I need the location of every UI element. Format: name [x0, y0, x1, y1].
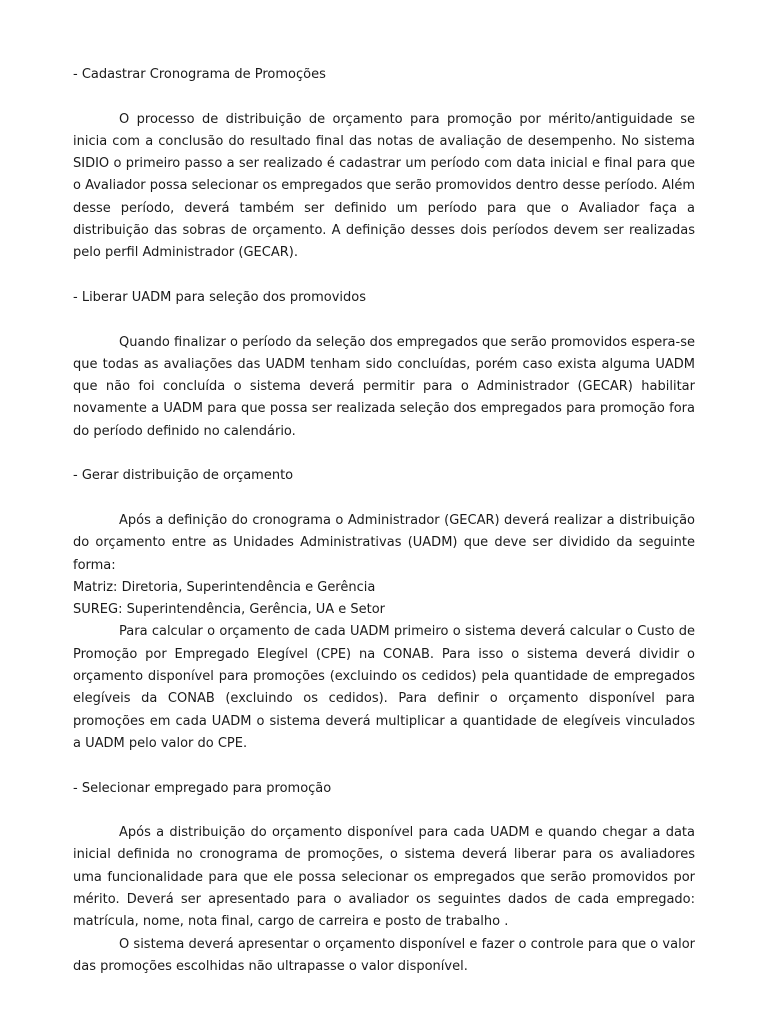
section-paragraph: Após a distribuição do orçamento disponível para cada UADM e quando chegar a data inicial definida no cronograma de promoções, o sistema deverá liberar para os avaliadores uma funcionalidade para que ele possa selecionar os empregados que serão promovidos por mérito. Deverá ser apresentado para o avaliador os seguintes dados de cada empregado: matrícula, nome, nota final, cargo de carreira e posto de trabalho . — [73, 825, 695, 930]
spacer — [73, 800, 695, 822]
section-heading-cadastrar-cronograma: - Cadastrar Cronograma de Promoções — [73, 67, 326, 82]
spacer — [73, 443, 695, 465]
division-line-matriz: Matriz: Diretoria, Superintendência e Gerência — [73, 579, 376, 595]
spacer — [73, 488, 695, 510]
section-paragraph: Após a definição do cronograma o Administrador (GECAR) deverá realizar a distribuição do orçamento entre as Unidades Administrativas (UADM) que deve ser dividido da seguinte forma: — [73, 512, 695, 573]
section-paragraph: O sistema deverá apresentar o orçamento disponível e fazer o controle para que o valor das promoções escolhidas não ultrapasse o valor disponível. — [73, 936, 695, 974]
section-paragraph: O processo de distribuição de orçamento para promoção por mérito/antiguidade se inicia com a conclusão do resultado final das notas de avaliação de desempenho. No sistema SIDIO o primeiro passo a ser realizado é cadastrar um período com data inicial e final para que o Avaliador possa selecionar os empregados que serão promovidos dentro desse período. Além desse período, deverá também ser definido um período para que o Avaliador faça a distribuição das sobras de orçamento. A definição desses dois períodos devem ser realizadas pelo perfil Administrador (GECAR). — [73, 111, 695, 261]
division-line-sureg: SUREG: Superintendência, Gerência, UA e Setor — [73, 602, 386, 618]
document-page — [73, 64, 695, 978]
section-heading-gerar-distribuicao: - Gerar distribuição de orçamento — [73, 468, 294, 484]
spacer — [73, 86, 695, 108]
spacer — [73, 755, 695, 777]
section-paragraph: Quando finalizar o período da seleção dos empregados que serão promovidos espera-se que todas as avaliações das UADM tenham sido concluídas, porém caso exista alguma UADM que não foi concluída o sistema deverá permitir para o Administrador (GECAR) habilitar novamente a UADM para que possa ser realizada seleção dos empregados para promoção fora do período definido no calendário. — [73, 334, 695, 439]
spacer — [73, 265, 695, 287]
section-paragraph: Para calcular o orçamento de cada UADM primeiro o sistema deverá calcular o Custo de Promoção por Empregado Elegível (CPE) na CONAB. Para isso o sistema deverá dividir o orçamento disponível para promoções (excluindo os cedidos) pela quantidade de empregados elegíveis da CONAB (excluindo os cedidos). Para definir o orçamento disponível para promoções em cada UADM o sistema deverá multiplicar a quantidade de elegíveis vinculados a UADM pelo valor do CPE. — [73, 624, 695, 751]
section-heading-liberar-uadm: - Liberar UADM para seleção dos promovidos — [73, 289, 367, 305]
section-heading-selecionar-empregado: - Selecionar empregado para promoção — [73, 780, 332, 796]
spacer — [73, 309, 695, 331]
